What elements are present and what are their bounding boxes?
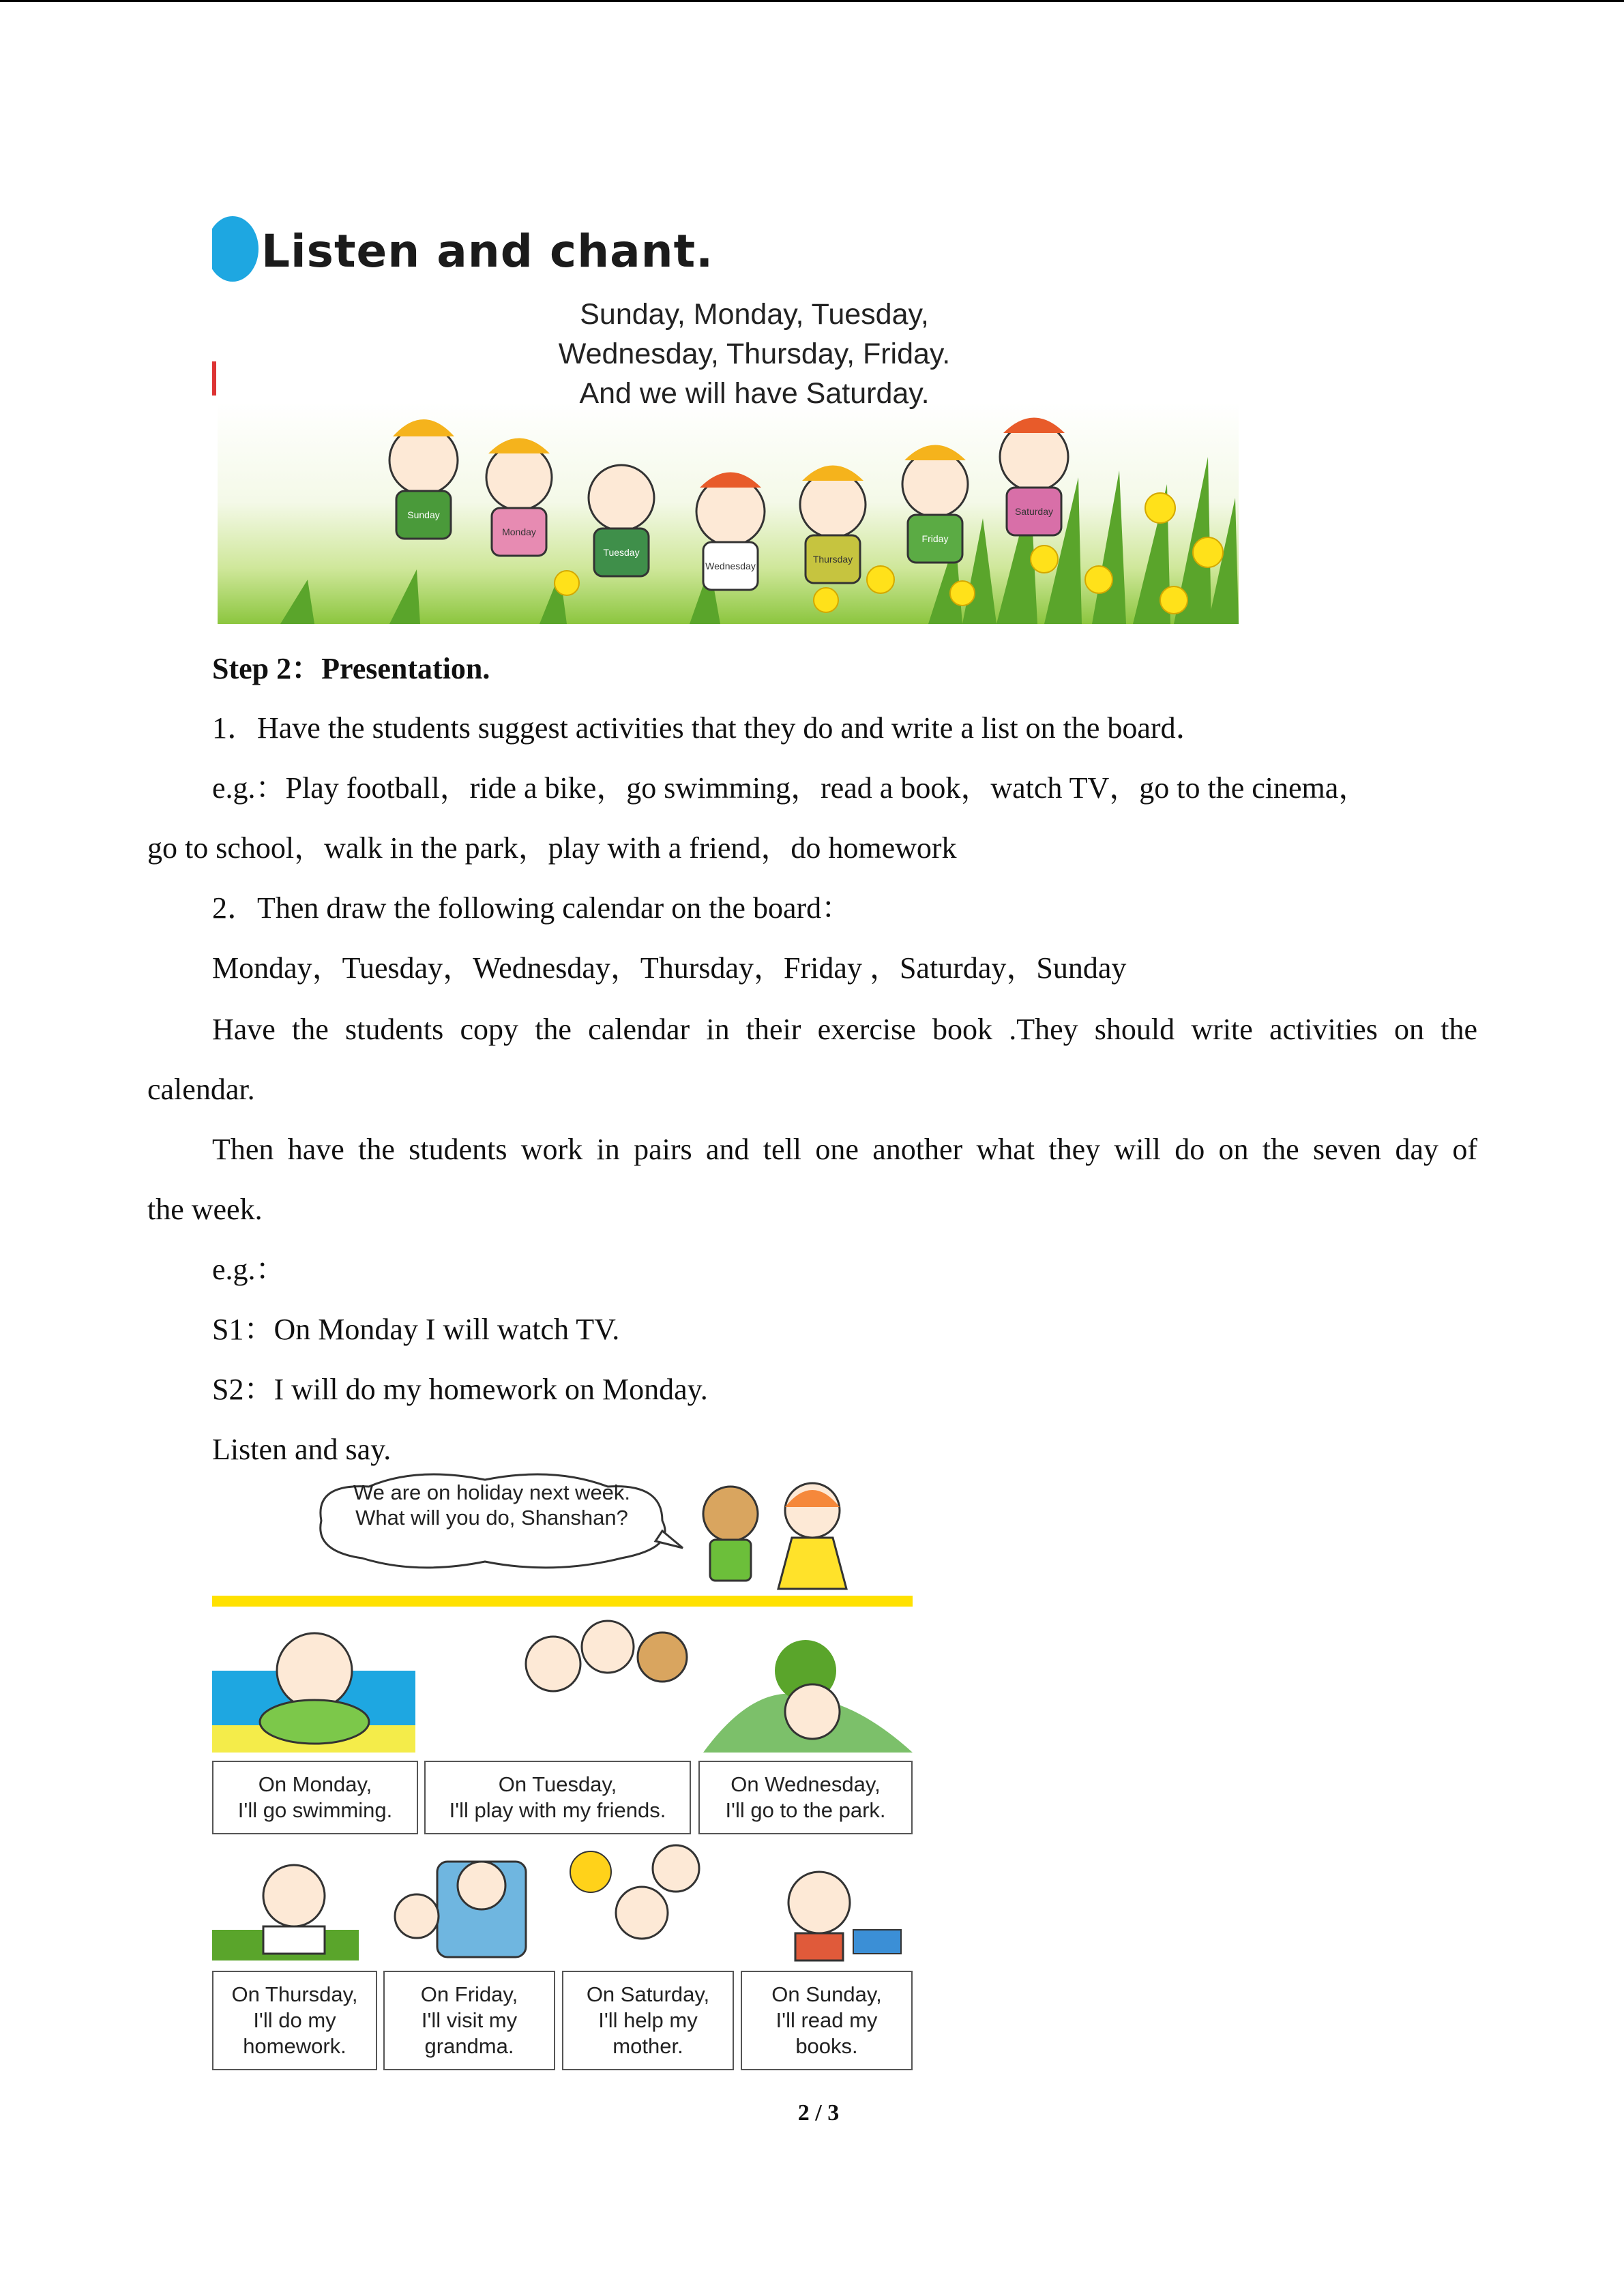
pairs-line1: Then have the students work in pairs and tell one another what they will do on the seven day of [212,1133,1477,1166]
pairs-line2: the week. [147,1193,263,1226]
lyric-line: Wednesday, Thursday, Friday. [558,338,951,370]
caption-thursday [212,1971,377,2070]
caption-line: I'll do my [253,2008,336,2032]
caption-line: On Tuesday, [498,1772,617,1796]
eg2: e.g.： [212,1253,286,1286]
caption-friday [383,1971,555,2070]
item2: 2．Then draw the following calendar on the board： [212,891,852,925]
caption-line: I'll help my [598,2008,698,2032]
caption-line: homework. [243,2034,346,2058]
caption-sunday [741,1971,913,2070]
shirt-label: Monday [502,526,536,537]
caption-line: On Saturday, [586,1982,710,2006]
caption-tuesday [424,1761,691,1834]
step2-heading: Step 2：Presentation. [212,652,490,685]
caption-line: I'll go swimming. [237,1798,393,1822]
page-top-border [0,0,1624,2]
shirt-label: Tuesday [603,547,640,558]
caption-line: I'll read my [776,2008,878,2032]
shirt-label: Friday [921,533,949,544]
eg1-line2: go to school，walk in the park，play with a friend，do homework [147,831,957,865]
caption-line: On Sunday, [771,1982,882,2006]
chant-illustration [212,198,1239,624]
caption-monday [212,1761,418,1834]
eg1-line1: e.g.：Play football，ride a bike，go swimming，read a book，watch TV，go to the cinema， [212,771,1369,805]
listen-and-say-illustration [212,1466,915,2073]
caption-line: books. [795,2034,858,2058]
caption-line: On Friday, [420,1982,518,2006]
calendar-days: Monday，Tuesday，Wednesday，Thursday，Friday ，Saturday，Sunday [212,951,1127,985]
shirt-label: Thursday [812,554,853,565]
item1: 1．Have the students suggest activities that they do and write a list on the board． [212,711,1206,745]
shirt-label: Sunday [407,509,440,520]
speech-line: What will you do, Shanshan? [355,1506,628,1530]
speech-bubble [321,1480,662,1530]
shirt-label: Wednesday [705,561,756,571]
copy-line1: Have the students copy the calendar in their exercise book .They should write activities on the [212,1013,1477,1046]
shirt-label: Saturday [1014,506,1054,517]
shirt-labels [212,198,1239,624]
speech-line: We are on holiday next week. [353,1480,631,1504]
caption-line: On Thursday, [231,1982,358,2006]
lyric-line: Sunday, Monday, Tuesday, [580,298,929,331]
caption-wednesday [698,1761,913,1834]
listen-and-say: Listen and say. [212,1433,392,1466]
s2-line: S2：I will do my homework on Monday. [212,1373,708,1406]
caption-line: On Wednesday, [730,1772,881,1796]
caption-line: I'll visit my [421,2008,518,2032]
caption-saturday [562,1971,734,2070]
copy-line2: calendar. [147,1073,255,1106]
chant-title: Listen and chant. [261,225,714,278]
caption-line: I'll go to the park. [725,1798,886,1822]
s1-line: S1：On Monday I will watch TV. [212,1313,620,1346]
caption-line: On Monday, [258,1772,372,1796]
caption-line: grandma. [424,2034,514,2058]
caption-line: I'll play with my friends. [449,1798,666,1822]
lyric-line: And we will have Saturday. [579,377,930,410]
caption-line: mother. [612,2034,683,2058]
page-number: 2 / 3 [797,2100,840,2126]
